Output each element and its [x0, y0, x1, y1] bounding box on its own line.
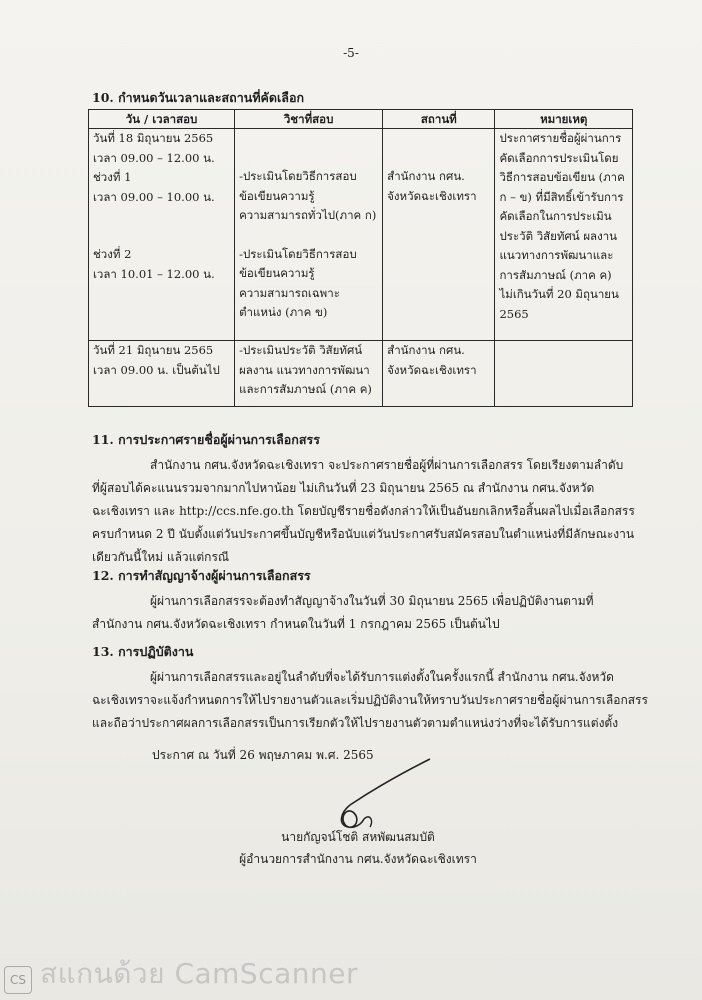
- cell-line: จังหวัดฉะเชิงเทรา: [387, 362, 477, 377]
- cell-line: การสัมภาษณ์ (ภาค ค): [499, 267, 612, 282]
- camscanner-watermark: สแกนด้วย CamScanner: [40, 957, 358, 990]
- signer-title: ผู้อำนวยการสำนักงาน กศน.จังหวัดฉะเชิงเทรา: [239, 852, 477, 866]
- cell-line: 2565: [499, 306, 529, 321]
- cell-line: -ประเมินประวัติ วิสัยทัศน์: [239, 343, 363, 357]
- cell-line: -ประเมินโดยวิธีการสอบ: [239, 169, 357, 183]
- cell-line: คัดเลือกในการประเมิน: [499, 209, 612, 223]
- cell-line: คัดเลือกการประเมินโดย: [499, 150, 619, 165]
- page-number: -5-: [343, 46, 359, 60]
- row1-remarks-cell: [495, 129, 633, 341]
- paragraph-line: และถือว่าประกาศผลการเลือกสรรเป็นการเรียกตัวให้ไปรายงานตัวตามตำแหน่งว่างที่จะได้รับการแต่งตั้ง: [92, 716, 619, 730]
- section-10-heading: 10. กำหนดวันเวลาและสถานที่คัดเลือก: [92, 90, 305, 105]
- header-location: สถานที่: [383, 110, 495, 129]
- section-12-heading: 12. การทำสัญญาจ้างผู้ผ่านการเลือกสรร: [92, 568, 311, 583]
- header-subject: วิชาที่สอบ: [235, 110, 383, 129]
- row2-location-cell: [383, 341, 495, 407]
- table-header-row: [89, 110, 633, 129]
- section-11-heading: 11. การประกาศรายชื่อผู้ผ่านการเลือกสรร: [92, 432, 320, 447]
- row2-subject-cell: [235, 341, 383, 407]
- cell-line: ประกาศรายชื่อผู้ผ่านการ: [499, 131, 622, 145]
- paragraph-line: ผู้ผ่านการเลือกสรรและอยู่ในลำดับที่จะได้รับการแต่งตั้งในครั้งแรกนี้ สำนักงาน กศน.จังหวัด: [150, 670, 614, 684]
- row1-location-cell: [383, 129, 495, 341]
- header-date-time: วัน / เวลาสอบ: [89, 110, 235, 129]
- cell-line: -ประเมินโดยวิธีการสอบ: [239, 246, 357, 261]
- cell-line: เวลา 10.01 – 12.00 น.: [93, 266, 215, 281]
- paragraph-line: ที่ผู้สอบได้คะแนนรวมจากมากไปหาน้อย ไม่เกินวันที่ 23 มิถุนายน 2565 ณ สำนักงาน กศน.จังหวัด: [92, 481, 595, 495]
- cell-line: วิธีการสอบข้อเขียน (ภาค: [499, 170, 625, 184]
- cell-line: ผลงาน แนวทางการพัฒนา: [239, 362, 370, 377]
- row1-subject-cell: [235, 129, 383, 341]
- cell-line: ประวัติ วิสัยทัศน์ ผลงาน: [499, 228, 618, 243]
- section-13-heading: 13. การปฏิบัติงาน: [92, 644, 194, 659]
- section-11-body: [92, 454, 652, 569]
- announcement-date: ประกาศ ณ วันที่ 26 พฤษภาคม พ.ศ. 2565: [152, 748, 374, 762]
- cell-line: ก – ข) ที่มีสิทธิ์เข้ารับการ: [499, 189, 624, 204]
- cell-line: เวลา 09.00 – 10.00 น.: [93, 189, 215, 204]
- cell-line: เวลา 09.00 น. เป็นต้นไป: [93, 362, 220, 377]
- cell-line: ไม่เกินวันที่ 20 มิถุนายน: [499, 287, 619, 301]
- cell-line: จังหวัดฉะเชิงเทรา: [387, 188, 477, 203]
- row2-remarks-cell: [495, 341, 633, 407]
- paragraph-line: ฉะเชิงเทราจะแจ้งกำหนดการให้ไปรายงานตัวและเริ่มปฏิบัติงานให้ทราบวันประกาศรายชื่อผู้ผ่านการเลือกสรร: [92, 693, 648, 707]
- cell-line: ตำแหน่ง (ภาค ข): [239, 305, 328, 319]
- section-12-body: [92, 590, 652, 636]
- row2-date-cell: [89, 341, 235, 407]
- handwritten-signature: [330, 755, 440, 835]
- cell-line: ช่วงที่ 2: [93, 247, 132, 261]
- paragraph-line: ครบกำหนด 2 ปี นับตั้งแต่วันประกาศขึ้นบัญชีหรือนับแต่วันประกาศรับสมัครสอบในตำแหน่งที่มีลักษณะงาน: [92, 527, 635, 541]
- cell-line: ข้อเขียนความรู้: [239, 266, 315, 280]
- camscanner-logo: CS: [4, 966, 32, 994]
- paragraph-line: เดียวกันนี้ใหม่ แล้วแต่กรณี: [92, 550, 230, 564]
- cell-line: ความสามารถเฉพาะ: [239, 285, 340, 300]
- signer-name: นายกัญจน์โชติ สหพัฒนสมบัติ: [281, 830, 435, 844]
- cell-line: เวลา 09.00 – 12.00 น.: [93, 150, 215, 165]
- paragraph-line: สำนักงาน กศน.จังหวัดฉะเชิงเทรา จะประกาศรายชื่อผู้ที่ผ่านการเลือกสรร โดยเรียงตามลำดับ: [150, 458, 624, 472]
- cell-line: วันที่ 18 มิถุนายน 2565: [93, 131, 214, 145]
- cell-line: แนวทางการพัฒนาและ: [499, 248, 614, 262]
- row1-date-cell: [89, 129, 235, 341]
- cell-line: สำนักงาน กศน.: [387, 343, 465, 357]
- cell-line: สำนักงาน กศน.: [387, 169, 465, 183]
- exam-schedule-table: [88, 109, 633, 407]
- cell-line: ข้อเขียนความรู้: [239, 188, 315, 203]
- table-row: [89, 341, 633, 407]
- cell-line: ความสามารถทั่วไป(ภาค ก): [239, 208, 377, 222]
- cell-line: และการสัมภาษณ์ (ภาค ค): [239, 382, 372, 396]
- paragraph-line: สำนักงาน กศน.จังหวัดฉะเชิงเทรา กำหนดในวันที่ 1 กรกฎาคม 2565 เป็นต้นไป: [92, 617, 500, 631]
- header-remarks: หมายเหตุ: [495, 110, 633, 129]
- table-row: [89, 129, 633, 341]
- paragraph-line: ฉะเชิงเทรา และ http://ccs.nfe.go.th โดยบัญชีรายชื่อดังกล่าวให้เป็นอันยกเลิกหรือสิ้นผลไปเมื่อเลือกสรร: [92, 504, 635, 518]
- paragraph-line: ผู้ผ่านการเลือกสรรจะต้องทำสัญญาจ้างในวันที่ 30 มิถุนายน 2565 เพื่อปฏิบัติงานตามที่: [150, 594, 594, 608]
- signer-block: [238, 826, 478, 870]
- section-13-body: [92, 666, 652, 735]
- cell-line: ช่วงที่ 1: [93, 170, 132, 184]
- cell-line: วันที่ 21 มิถุนายน 2565: [93, 343, 214, 357]
